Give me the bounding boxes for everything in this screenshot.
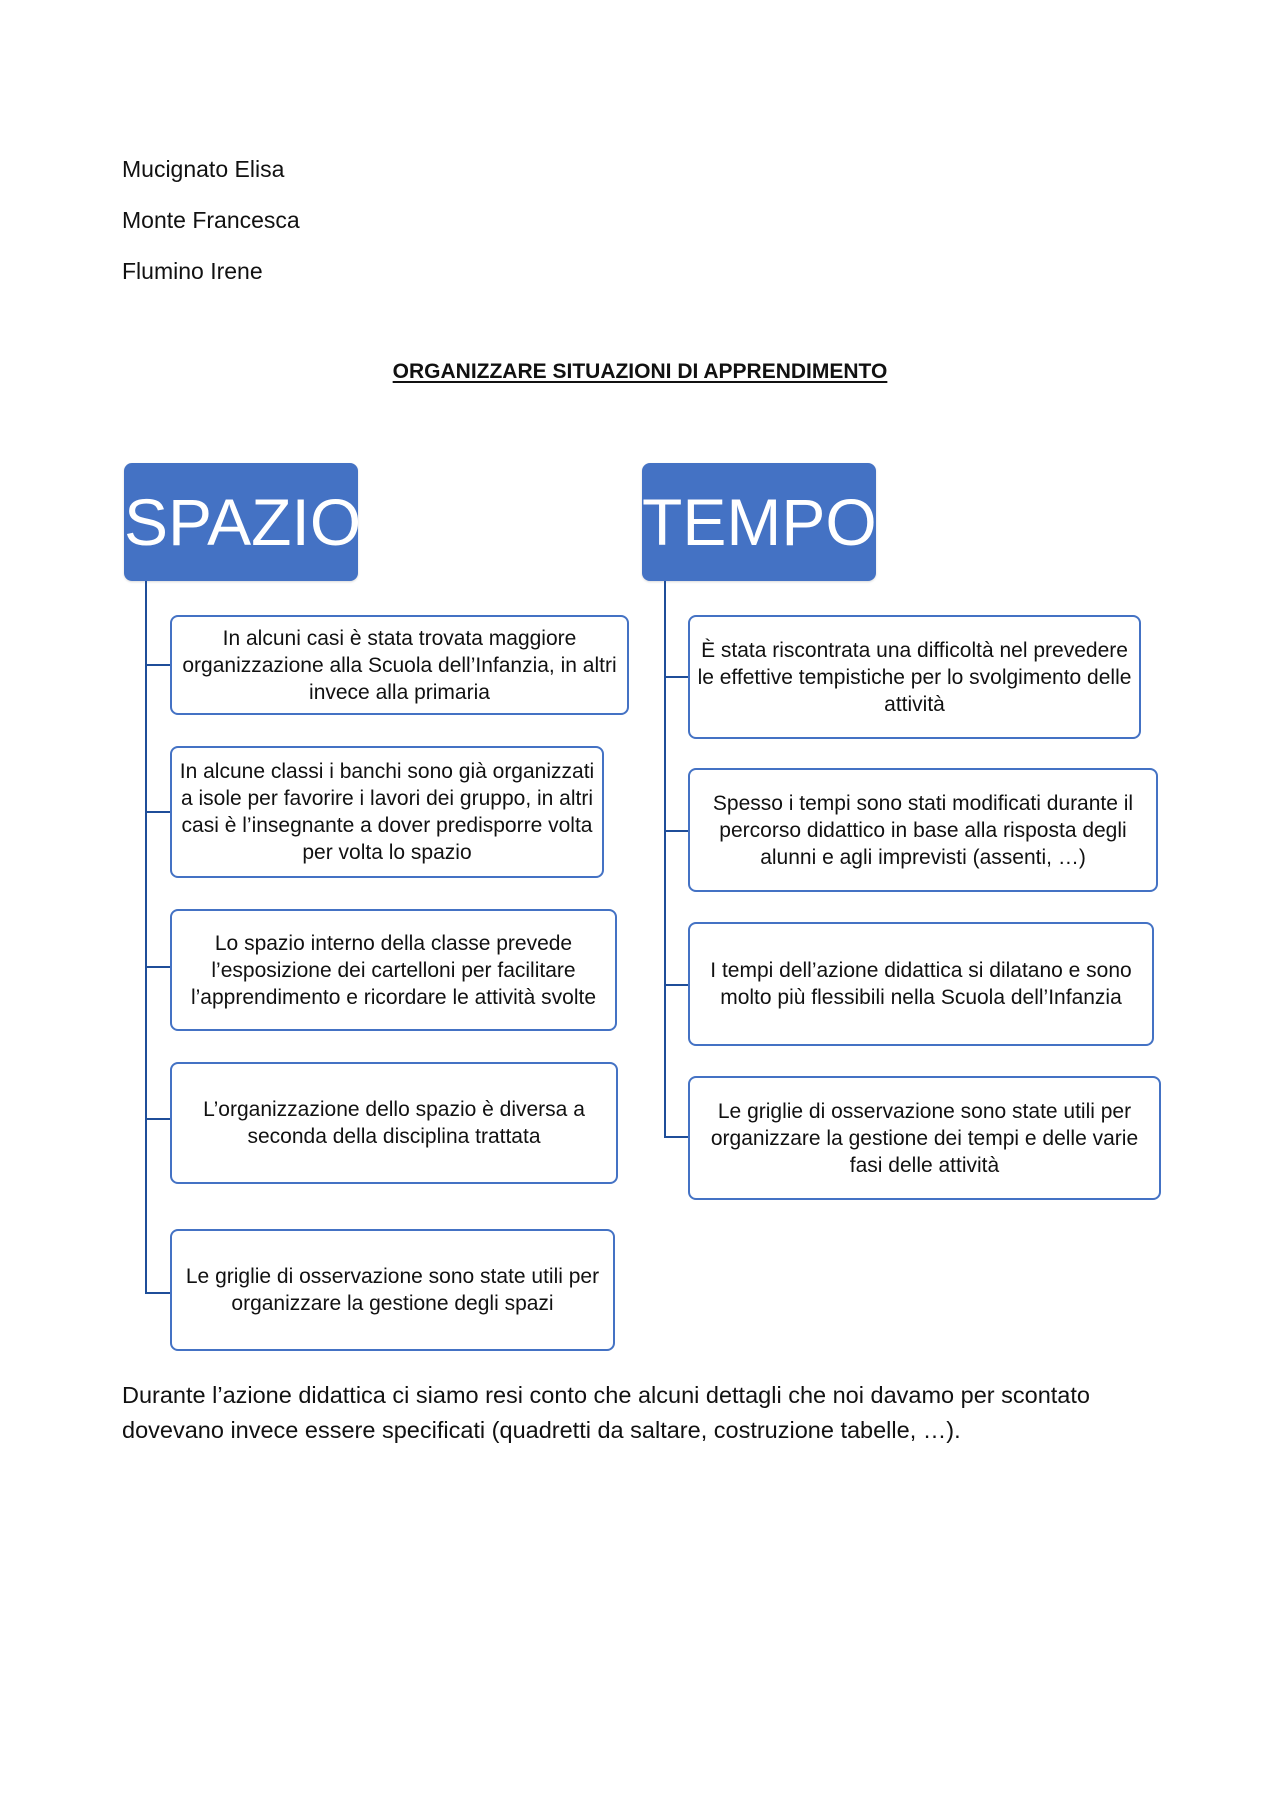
spazio-item: In alcune classi i banchi sono già organizzati a isole per favorire i lavori dei gruppo, in altri casi è l’insegnante a dover predisporre volta per volta lo spazio: [170, 746, 604, 878]
spazio-item: Lo spazio interno della classe prevede l’esposizione dei cartelloni per facilitare l’apprendimento e ricordare le attività svolte: [170, 909, 617, 1031]
spazio-branch: [145, 664, 171, 666]
author-name: Mucignato Elisa: [122, 156, 285, 182]
spazio-item: Le griglie di osservazione sono state utili per organizzare la gestione degli spazi: [170, 1229, 615, 1351]
tempo-item: Spesso i tempi sono stati modificati durante il percorso didattico in base alla risposta degli alunni e agli imprevisti (assenti, …): [688, 768, 1158, 892]
tempo-branch: [664, 830, 690, 832]
tempo-tree-line: [664, 581, 666, 1138]
closing-paragraph: Durante l’azione didattica ci siamo resi conto che alcuni dettagli che noi davamo per scontato dovevano invece essere specificati (quadretti da saltare, costruzione tabelle, …).: [122, 1382, 1090, 1443]
author-name: Flumino Irene: [122, 258, 263, 284]
spazio-tree-line: [145, 581, 147, 1294]
tempo-branch: [664, 984, 690, 986]
spazio-header: SPAZIO: [124, 463, 358, 581]
author-name: Monte Francesca: [122, 207, 300, 233]
tempo-item: I tempi dell’azione didattica si dilatano e sono molto più flessibili nella Scuola dell’Infanzia: [688, 922, 1154, 1046]
spazio-item: L’organizzazione dello spazio è diversa a seconda della disciplina trattata: [170, 1062, 618, 1184]
tempo-branch: [664, 676, 690, 678]
tempo-branch: [664, 1136, 690, 1138]
document-title: ORGANIZZARE SITUAZIONI DI APPRENDIMENTO: [392, 360, 888, 383]
spazio-branch: [145, 966, 171, 968]
spazio-branch: [145, 1118, 171, 1120]
spazio-branch: [145, 811, 171, 813]
tempo-item: Le griglie di osservazione sono state utili per organizzare la gestione dei tempi e delle varie fasi delle attività: [688, 1076, 1161, 1200]
spazio-item: In alcuni casi è stata trovata maggiore organizzazione alla Scuola dell’Infanzia, in altri invece alla primaria: [170, 615, 629, 715]
tempo-header: TEMPO: [642, 463, 876, 581]
tempo-item: È stata riscontrata una difficoltà nel prevedere le effettive tempistiche per lo svolgimento delle attività: [688, 615, 1141, 739]
spazio-branch: [145, 1292, 171, 1294]
